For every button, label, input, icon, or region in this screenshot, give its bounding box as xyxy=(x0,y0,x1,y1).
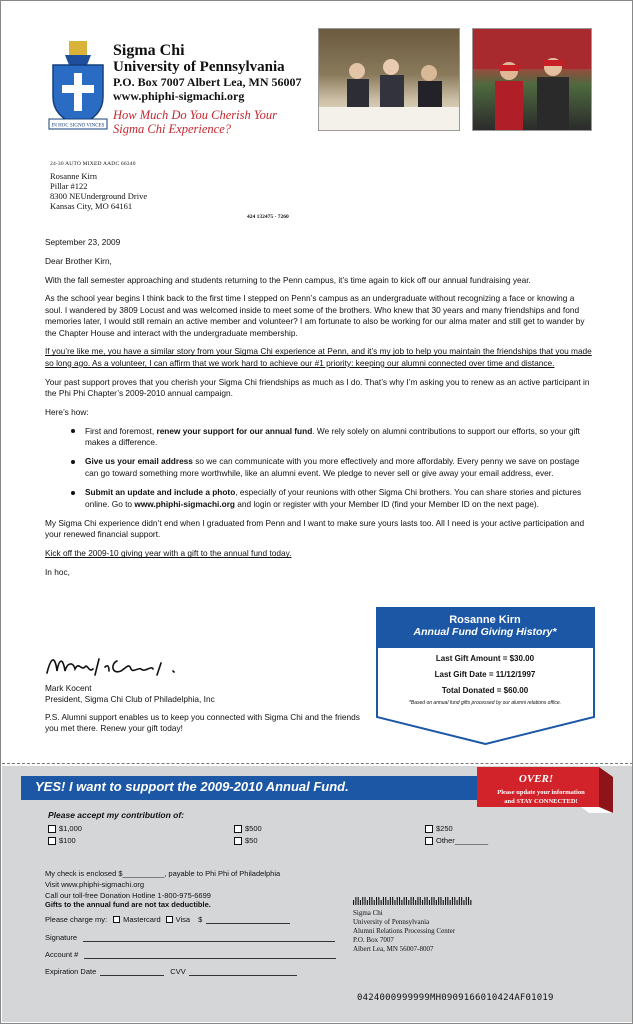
stadium-photo xyxy=(472,28,592,131)
over-title: OVER! xyxy=(518,773,554,785)
barcode-bar xyxy=(371,897,372,905)
cvv-label: CVV xyxy=(170,967,186,976)
barcode-bar xyxy=(424,897,425,905)
donation-hotline-line: Call our toll-free Donation Hotline 1-800-975-6699 xyxy=(45,891,211,900)
stadium-photo-figures xyxy=(473,29,591,130)
barcode-bar xyxy=(397,897,398,905)
barcode-bar xyxy=(436,900,437,905)
letter-howto: Here’s how: xyxy=(45,406,89,417)
giving-history-details xyxy=(377,651,593,699)
option-100[interactable]: $100 xyxy=(48,836,76,845)
return-address-line-2: University of Pennsylvania xyxy=(353,918,430,926)
website-link[interactable]: www.phiphi-sigmachi.org xyxy=(134,498,235,509)
expiration-label: Expiration Date xyxy=(45,967,97,976)
signer-block xyxy=(45,683,375,738)
barcode-bar xyxy=(378,897,379,905)
checkbox-icon[interactable] xyxy=(48,837,56,845)
barcode-bar xyxy=(411,897,412,905)
barcode-bar xyxy=(362,897,363,905)
barcode-bar xyxy=(470,900,471,905)
barcode-bar xyxy=(445,897,446,905)
organization-header xyxy=(113,43,302,103)
handwritten-signature xyxy=(43,649,193,683)
checkbox-icon[interactable] xyxy=(48,825,56,833)
letter-paragraph-2: As the school year begins I think back to the first time I stepped on Penn’s campus as an undergraduate without recognizing a face or knowing a soul. I wandered by 3809 Locust and was welcomed inside to meet some of the brothers. Who knew that 30 years and many friendships and fond memories later, I would still remain an active member and volunteer? I am fortunate to also be working for our alma mater and still get to wander by the Chapter House and interact with the undergraduate membership. xyxy=(45,293,585,338)
checkbox-icon[interactable] xyxy=(425,825,433,833)
barcode-bar xyxy=(367,900,368,905)
checkbox-icon[interactable] xyxy=(234,837,242,845)
barcode-bar xyxy=(420,897,421,905)
barcode-bar xyxy=(468,897,469,905)
letter-paragraph-5: My Sigma Chi experience didn’t end when I graduated from Penn and I want to make sure yours lasts too. All I need is your active participation and your renewed financial support. xyxy=(45,518,585,540)
last-gift-date: Last Gift Date = 11/12/1997 xyxy=(434,670,536,679)
over-text-line-1: Please update your information xyxy=(497,789,585,796)
recipient-city: Kansas City, MO 64161 xyxy=(50,201,133,211)
barcode-bar xyxy=(466,897,467,905)
barcode-bar xyxy=(392,897,393,905)
barcode-bar xyxy=(440,897,441,905)
howto-item-renew: First and foremost, renew your support for our annual fund. We rely solely on alumni contributions to support our efforts, so your gift makes a difference. xyxy=(85,426,593,449)
barcode-bar xyxy=(358,897,359,905)
barcode-bar xyxy=(355,897,356,905)
over-text-line-2: and STAY CONNECTED! xyxy=(504,797,578,805)
barcode-bar xyxy=(404,897,405,905)
barcode-bar xyxy=(381,900,382,905)
expiration-line xyxy=(45,967,297,976)
recipient-line-2: Pillar #122 xyxy=(50,181,88,191)
barcode-bar xyxy=(447,897,448,905)
barcode-bar xyxy=(452,897,453,905)
barcode-bar xyxy=(374,900,375,905)
barcode-bar xyxy=(459,897,460,905)
signature-line xyxy=(45,933,335,942)
barcode-bar xyxy=(399,897,400,905)
sigma-chi-crest-icon xyxy=(47,41,109,133)
barcode-bar xyxy=(365,897,366,905)
contribution-label: Please accept my contribution of: xyxy=(48,810,185,820)
return-address-line-4: P.O. Box 7007 xyxy=(353,936,394,944)
checkbox-icon[interactable] xyxy=(425,837,433,845)
signer-title: President, Sigma Chi Club of Philadelphia, Inc xyxy=(45,694,215,705)
org-university: University of Pennsylvania xyxy=(113,59,285,75)
amount-label: $ xyxy=(198,915,203,924)
org-name: Sigma Chi xyxy=(113,42,185,59)
expiration-field[interactable] xyxy=(100,967,164,976)
return-address-line-5: Albert Lea, MN 56007-8007 xyxy=(353,945,434,953)
crest-motto: IN HOC SIGNO VINCES xyxy=(51,123,105,129)
howto-list xyxy=(45,426,593,510)
letter-closing: In hoc, xyxy=(45,567,70,578)
checkbox-icon[interactable] xyxy=(113,916,120,923)
barcode-bar xyxy=(390,897,391,905)
over-text xyxy=(477,789,605,806)
form-banner-text: YES! I want to support the 2009-2010 Annual Fund. xyxy=(35,779,349,794)
return-address xyxy=(353,909,455,954)
recipient-address xyxy=(50,171,147,211)
letter-paragraph-3: If you’re like me, you have a similar story from your Sigma Chi experience at Penn, and it’s my job to help you maintain the friendships that you made so long ago. As a volunteer, I can affirm that we work hard to achieve our #1 priority: keeping our alumni connected over time and distance. xyxy=(45,346,592,368)
barcode-bar xyxy=(461,897,462,905)
barcode-bar xyxy=(417,897,418,905)
giving-history-title: Annual Fund Giving History* xyxy=(413,626,557,638)
tagline xyxy=(113,108,277,136)
barcode-bar xyxy=(408,900,409,905)
charge-amount-field[interactable] xyxy=(206,915,290,924)
dinner-photo-figures xyxy=(319,29,459,130)
barcode-bar xyxy=(369,897,370,905)
barcode-bar xyxy=(431,897,432,905)
account-label: Account # xyxy=(45,950,79,959)
signer-name: Mark Kocent xyxy=(45,683,92,693)
cvv-field[interactable] xyxy=(189,967,297,976)
return-address-line-1: Sigma Chi xyxy=(353,909,383,917)
donor-name: Rosanne Kirn xyxy=(449,614,521,626)
check-enclosed-line[interactable]: My check is enclosed $__________, payable to Phi Phi of Philadelphia xyxy=(45,869,281,878)
letter-body xyxy=(45,237,593,586)
visa-option[interactable]: Visa xyxy=(166,915,190,924)
barcode-bar xyxy=(454,897,455,905)
barcode-bar xyxy=(385,897,386,905)
barcode-bar xyxy=(463,900,464,905)
barcode-bar xyxy=(388,900,389,905)
barcode-bar xyxy=(434,897,435,905)
barcode-bar xyxy=(422,900,423,905)
return-address-line-3: Alumni Relations Processing Center xyxy=(353,927,456,935)
recipient-street: 8300 NEUnderground Drive xyxy=(50,191,148,201)
giving-history-footnote: *Based on annual fund gifts processed by our alumni relations office. xyxy=(408,700,562,706)
account-line xyxy=(45,950,336,959)
letter-paragraph-4: Your past support proves that you cherish your Sigma Chi friendships as much as I do. That’s why I’m asking you to renew as an active participant in the Phi Phi Chapter’s 2009-2010 annual campaign. xyxy=(45,376,590,399)
letter-paragraph-6: Kick off the 2009-10 giving year with a gift to the annual fund today. xyxy=(45,548,292,559)
scan-line: 0424000999999MH0909166010424AF01019 xyxy=(357,993,554,1003)
postal-routing: 24-30 AUTO MIXED AADC 66340 xyxy=(50,161,136,167)
signature-field[interactable] xyxy=(83,933,335,942)
barcode-bar xyxy=(450,900,451,905)
letter-date: September 23, 2009 xyxy=(45,237,121,247)
letter-postscript: P.S. Alumni support enables us to keep you connected with Sigma Chi and the friends you met there. Renew your gift today! xyxy=(45,711,360,734)
barcode-bar xyxy=(376,897,377,905)
howto-item-photo: Submit an update and include a photo, especially of your reunions with other Sigma Chi brothers. You can share stories and pictures online. Go to www.phiphi-sigmachi.org and login or register with your Member ID (find your Member ID on the next page). xyxy=(85,487,593,510)
barcode-bar xyxy=(438,897,439,905)
barcode-bar xyxy=(383,897,384,905)
giving-history-header xyxy=(377,608,593,648)
tax-note-line: Gifts to the annual fund are not tax deductible. xyxy=(45,900,211,909)
barcode-bar xyxy=(360,900,361,905)
account-field[interactable] xyxy=(84,950,336,959)
org-website: www.phiphi-sigmachi.org xyxy=(113,89,245,103)
barcode-bar xyxy=(443,900,444,905)
barcode-bar xyxy=(413,897,414,905)
barcode-bar xyxy=(429,900,430,905)
mastercard-option[interactable]: Mastercard xyxy=(113,915,161,924)
recipient-name: Rosanne Kirn xyxy=(50,171,97,181)
last-gift-amount: Last Gift Amount = $30.00 xyxy=(435,654,535,663)
option-1000[interactable]: $1,000 xyxy=(48,824,82,833)
checkbox-icon[interactable] xyxy=(166,916,173,923)
org-address: P.O. Box 7007 Albert Lea, MN 56007 xyxy=(113,75,302,89)
visit-website-line: Visit www.phiphi-sigmachi.org xyxy=(45,880,145,889)
charge-label: Please charge my: xyxy=(45,915,108,924)
option-other[interactable]: Other________ xyxy=(425,836,488,845)
barcode-bar xyxy=(457,900,458,905)
barcode-bar xyxy=(415,900,416,905)
option-500[interactable]: $500 xyxy=(234,824,262,833)
letter-salutation: Dear Brother Kirn, xyxy=(45,255,112,266)
barcode-bar xyxy=(406,897,407,905)
option-250[interactable]: $250 xyxy=(425,824,453,833)
postal-barcode-icon xyxy=(353,897,473,905)
mailing-code: 424 132475 - 7260 xyxy=(247,214,289,220)
signature-label: Signature xyxy=(45,933,78,942)
howto-item-email: Give us your email address so we can communicate with you more effectively and more affordably. Every penny we save on postage can go toward something more worthwhile, like an alumni event. We pledge to never sell or give away your email address, ever. xyxy=(85,456,593,479)
barcode-bar xyxy=(394,900,395,905)
barcode-bar xyxy=(401,900,402,905)
tagline-line-2: Sigma Chi Experience? xyxy=(113,122,232,136)
letter-paragraph-1: With the fall semester approaching and students returning to the Penn campus, it’s time again to kick off our annual fundraising year. xyxy=(45,274,531,285)
barcode-bar xyxy=(353,900,354,905)
total-donated: Total Donated = $60.00 xyxy=(441,686,529,695)
reunion-dinner-photo xyxy=(318,28,460,131)
option-50[interactable]: $50 xyxy=(234,836,258,845)
checkbox-icon[interactable] xyxy=(234,825,242,833)
tear-line xyxy=(2,763,633,764)
barcode-bar xyxy=(427,897,428,905)
tagline-line-1: How Much Do You Cherish Your xyxy=(113,108,278,122)
charge-card-line xyxy=(45,915,290,924)
